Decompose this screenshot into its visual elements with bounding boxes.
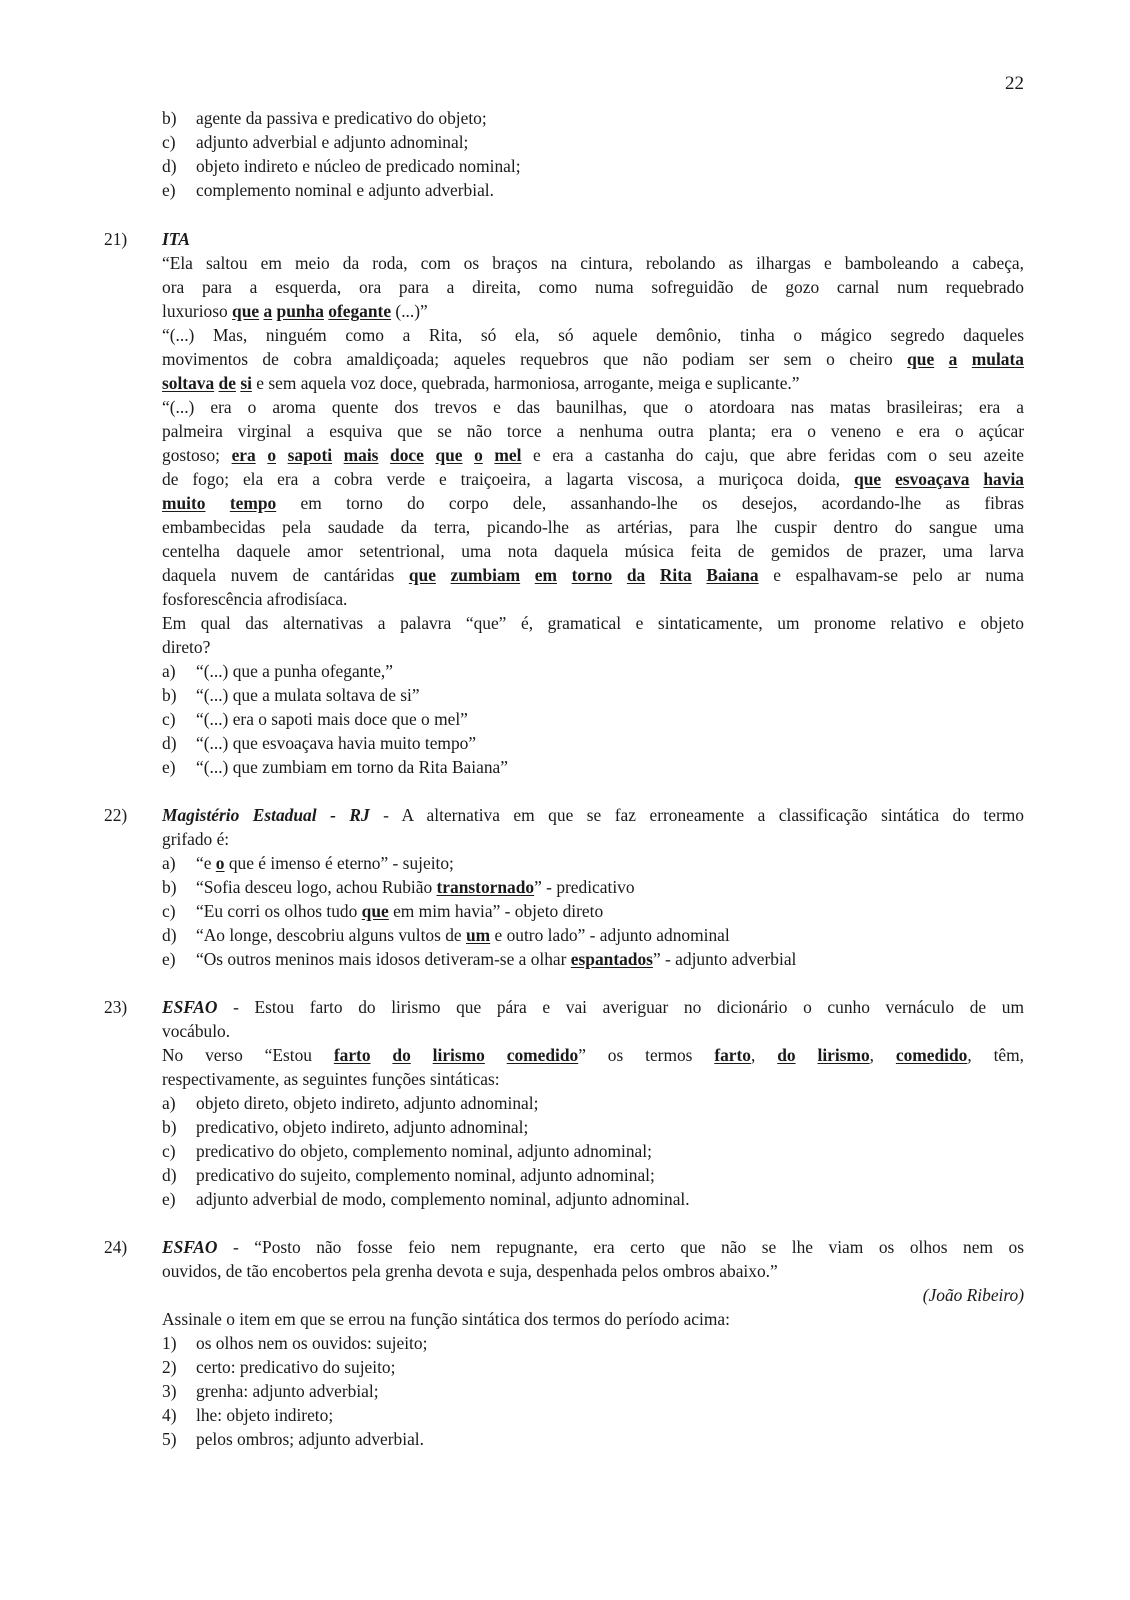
- option-text: certo: predicativo do sujeito;: [196, 1357, 396, 1377]
- text-line: muito tempo em torno do corpo dele, assanhando-lhe os desejos, acordando-lhe as fibras: [162, 493, 1024, 513]
- option-letter: e): [162, 1189, 176, 1209]
- question-stem: ESFAO - Estou farto do lirismo que pára e vai averiguar no dicionário o cunho vernáculo de um: [162, 997, 1024, 1017]
- option-letter: d): [162, 156, 177, 176]
- option-text: grenha: adjunto adverbial;: [196, 1381, 379, 1401]
- option-letter: b): [162, 685, 177, 705]
- option-letter: a): [162, 661, 176, 681]
- text-line: embambecidas pela saudade da terra, picando-lhe as artérias, para lhe cuspir dentro do sangue uma: [162, 517, 1024, 537]
- option-text: predicativo do objeto, complemento nominal, adjunto adnominal;: [196, 1141, 652, 1161]
- text-line: fosforescência afrodisíaca.: [162, 589, 348, 609]
- option-text: “(...) que a mulata soltava de si”: [196, 685, 420, 705]
- option-number: 3): [162, 1381, 177, 1401]
- option-letter: c): [162, 1141, 176, 1161]
- question-stem: vocábulo.: [162, 1021, 231, 1041]
- option-text: objeto indireto e núcleo de predicado nominal;: [196, 156, 521, 176]
- question-stem: grifado é:: [162, 829, 230, 849]
- option-text: “Os outros meninos mais idosos detiveram-se a olhar espantados” - adjunto adverbial: [196, 949, 797, 969]
- option-number: 2): [162, 1357, 177, 1377]
- question-prompt: Em qual das alternativas a palavra “que” é, gramatical e sintaticamente, um pronome relativo e objeto: [162, 613, 1024, 633]
- question-prompt: Assinale o item em que se errou na função sintática dos termos do período acima:: [162, 1309, 730, 1329]
- text-line: ora para a esquerda, ora para a direita, como numa sofreguidão de gozo carnal num requebrado: [162, 277, 1024, 297]
- option-text: “(...) era o sapoti mais doce que o mel”: [196, 709, 468, 729]
- question-prompt: direto?: [162, 637, 211, 657]
- option-text: pelos ombros; adjunto adverbial.: [196, 1429, 424, 1449]
- question-number: 23): [104, 997, 128, 1017]
- text-line: palmeira virginal a esquiva que se não torce a nenhuma outra planta; era o veneno e era o açúcar: [162, 421, 1024, 441]
- verse-line: No verso “Estou farto do lirismo comedido” os termos farto, do lirismo, comedido, têm,: [162, 1045, 1025, 1065]
- option-text: “(...) que zumbiam em torno da Rita Baiana”: [196, 757, 508, 777]
- option-letter: a): [162, 853, 176, 873]
- option-text: predicativo, objeto indireto, adjunto adnominal;: [196, 1117, 529, 1137]
- question-number: 22): [104, 805, 128, 825]
- option-letter: c): [162, 901, 176, 921]
- option-letter: c): [162, 709, 176, 729]
- page-number: 22: [1005, 73, 1024, 94]
- question-stem: ESFAO - “Posto não fosse feio nem repugnante, era certo que não se lhe viam os olhos nem os: [162, 1237, 1024, 1257]
- text-line: soltava de si e sem aquela voz doce, quebrada, harmoniosa, arrogante, meiga e suplicante.”: [162, 373, 800, 393]
- option-text: lhe: objeto indireto;: [196, 1405, 334, 1425]
- option-text: os olhos nem os ouvidos: sujeito;: [196, 1333, 428, 1353]
- option-letter: c): [162, 132, 176, 152]
- option-text: “Sofia desceu logo, achou Rubião transtornado” - predicativo: [196, 877, 635, 897]
- text-line: “(...) Mas, ninguém como a Rita, só ela, só aquele demônio, tinha o mágico segredo daqueles: [162, 325, 1024, 345]
- option-letter: a): [162, 1093, 176, 1113]
- option-number: 4): [162, 1405, 177, 1425]
- option-text: agente da passiva e predicativo do objeto;: [196, 108, 487, 128]
- question-stem: Magistério Estadual - RJ - A alternativa em que se faz erroneamente a classificação sintática do termo: [162, 805, 1024, 825]
- text-line: de fogo; ela era a cobra verde e traiçoeira, a lagarta viscosa, a muriçoca doida, que esvoaçava havia: [162, 469, 1024, 489]
- option-text: “Ao longe, descobriu alguns vultos de um e outro lado” - adjunto adnominal: [196, 925, 730, 945]
- question-number: 24): [104, 1237, 128, 1257]
- question-stem: ouvidos, de tão encobertos pela grenha devota e suja, despenhada pelos ombros abaixo.”: [162, 1261, 778, 1281]
- option-number: 5): [162, 1429, 177, 1449]
- option-text: adjunto adverbial de modo, complemento nominal, adjunto adnominal.: [196, 1189, 690, 1209]
- text-line: centelha daquele amor setentrional, uma nota daquela música feita de gemidos de prazer, uma larva: [162, 541, 1024, 561]
- citation: (João Ribeiro): [922, 1285, 1024, 1305]
- option-letter: d): [162, 733, 177, 753]
- option-text: complemento nominal e adjunto adverbial.: [196, 180, 494, 200]
- option-letter: e): [162, 757, 176, 777]
- option-number: 1): [162, 1333, 177, 1353]
- option-text: “(...) que a punha ofegante,”: [196, 661, 393, 681]
- option-text: objeto direto, objeto indireto, adjunto adnominal;: [196, 1093, 539, 1113]
- option-letter: d): [162, 1165, 177, 1185]
- text-line: “Ela saltou em meio da roda, com os braços na cintura, rebolando as ilhargas e bamboleando a cabeça,: [162, 253, 1024, 273]
- option-letter: b): [162, 877, 177, 897]
- option-text: “e o que é imenso é eterno” - sujeito;: [196, 853, 454, 873]
- option-text: “Eu corri os olhos tudo que em mim havia” - objeto direto: [196, 901, 604, 921]
- text-line: movimentos de cobra amaldiçoada; aqueles requebros que não podiam ser sem o cheiro que a mulata: [162, 349, 1024, 369]
- text-line: “(...) era o aroma quente dos trevos e das baunilhas, que o atordoara nas matas brasileiras; era a: [162, 397, 1024, 417]
- option-text: adjunto adverbial e adjunto adnominal;: [196, 132, 469, 152]
- option-letter: e): [162, 180, 176, 200]
- option-text: predicativo do sujeito, complemento nominal, adjunto adnominal;: [196, 1165, 655, 1185]
- option-letter: d): [162, 925, 177, 945]
- option-letter: b): [162, 1117, 177, 1137]
- verse-line: respectivamente, as seguintes funções sintáticas:: [162, 1069, 500, 1089]
- text-line: luxurioso que a punha ofegante (...)”: [162, 301, 428, 321]
- question-source: ITA: [162, 229, 191, 249]
- question-number: 21): [104, 229, 128, 249]
- option-letter: b): [162, 108, 177, 128]
- option-text: “(...) que esvoaçava havia muito tempo”: [196, 733, 477, 753]
- text-line: gostoso; era o sapoti mais doce que o mel e era a castanha do caju, que abre feridas com o seu azeite: [162, 445, 1024, 465]
- text-line: daquela nuvem de cantáridas que zumbiam em torno da Rita Baiana e espalhavam-se pelo ar numa: [162, 565, 1024, 585]
- option-letter: e): [162, 949, 176, 969]
